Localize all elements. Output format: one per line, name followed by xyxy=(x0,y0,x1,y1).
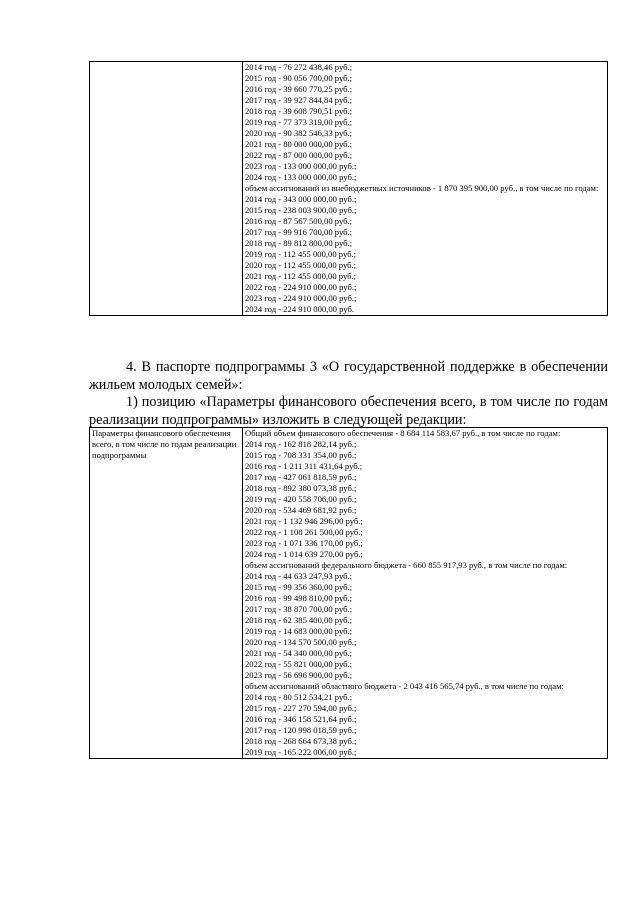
amount-line: 2016 год - 1 211 311 431,64 руб.; xyxy=(245,461,363,471)
amount-line: 2022 год - 55 821 000,00 руб.; xyxy=(245,659,353,669)
amount-line: 2019 год - 112 455 000,00 руб.; xyxy=(245,249,357,259)
amount-line: 2018 год - 892 380 073,38 руб.; xyxy=(245,483,357,493)
amount-line: 2014 год - 80 512 534,21 руб.; xyxy=(245,692,353,702)
amount-line: 2021 год - 1 132 946 296,00 руб.; xyxy=(245,516,363,526)
amount-line: 2021 год - 112 455 000,00 руб.; xyxy=(245,271,357,281)
amount-line: 2016 год - 346 158 521,64 руб.; xyxy=(245,714,357,724)
amount-line: 2018 год - 268 664 673,38 руб.; xyxy=(245,736,357,746)
amount-line: 2017 год - 39 927 844,84 руб.; xyxy=(245,95,353,105)
amount-line: 2015 год - 238 003 900,00 руб.; xyxy=(245,205,357,215)
amount-line: 2018 год - 89 812 800,00 руб.; xyxy=(245,238,353,248)
amount-line: 2023 год - 1 071 336 170,00 руб.; xyxy=(245,538,363,548)
amount-line: 2019 год - 77 373 319,00 руб.; xyxy=(245,117,353,127)
amount-line: 2015 год - 99 356 360,00 руб.; xyxy=(245,582,353,592)
parameter-label-cell xyxy=(90,62,243,316)
amount-line: 2021 год - 80 000 000,00 руб.; xyxy=(245,139,353,149)
amount-line: 2023 год - 56 696 900,00 руб.; xyxy=(245,670,353,680)
amount-line: 2018 год - 39 608 790,51 руб.; xyxy=(245,106,353,116)
amount-line: 2023 год - 133 000 000,00 руб.; xyxy=(245,161,357,171)
amount-line: 2018 год - 62 385 400,00 руб.; xyxy=(245,615,353,625)
amounts-cell xyxy=(243,428,608,759)
table-row xyxy=(90,62,608,316)
amount-line: 2014 год - 343 000 000,00 руб.; xyxy=(245,194,357,204)
amount-line: 2017 год - 120 998 018,59 руб.; xyxy=(245,725,357,735)
amount-line: 2015 год - 90 056 700,00 руб.; xyxy=(245,73,353,83)
amount-line: 2014 год - 76 272 438,46 руб.; xyxy=(245,62,353,72)
amount-line: 2020 год - 134 570 500,00 руб.; xyxy=(245,637,357,647)
amount-line: 2015 год - 708 331 354,00 руб.; xyxy=(245,450,357,460)
amount-line: 2022 год - 1 108 261 500,00 руб.; xyxy=(245,527,363,537)
amount-line: 2020 год - 112 455 000,00 руб.; xyxy=(245,260,357,270)
paragraph-item-4: 4. В паспорте подпрограммы 3 «О государственной поддержке в обеспечении жильем молодых семей»: xyxy=(89,359,608,393)
amount-line: 2016 год - 39 660 770,25 руб.; xyxy=(245,84,353,94)
amount-line: 2023 год - 224 910 000,00 руб.; xyxy=(245,293,357,303)
amount-line: 2017 год - 99 916 700,00 руб.; xyxy=(245,227,353,237)
financing-table-continued xyxy=(89,61,608,316)
amount-line: 2016 год - 87 567 500,00 руб.; xyxy=(245,216,353,226)
amount-line: 2024 год - 133 000 000,00 руб.; xyxy=(245,172,357,182)
amounts-cell xyxy=(243,62,608,316)
amount-line: объем ассигнований федерального бюджета - 660 855 917,93 руб., в том числе по годам: xyxy=(245,560,568,570)
amount-line: 2024 год - 1 014 639 270,00 руб.; xyxy=(245,549,363,559)
amount-line: 2020 год - 534 469 681,92 руб.; xyxy=(245,505,357,515)
amount-line: 2022 год - 224 910 000,00 руб.; xyxy=(245,282,357,292)
amount-line: 2019 год - 165 222 006,00 руб.; xyxy=(245,747,357,757)
amount-line: объем ассигнований областного бюджета - 2 043 416 565,74 руб., в том числе по годам: xyxy=(245,681,564,691)
amount-line: 2019 год - 14 683 000,00 руб.; xyxy=(245,626,353,636)
amount-line: 2022 год - 87 000 000,00 руб.; xyxy=(245,150,353,160)
amount-line: 2021 год - 54 340 000,00 руб.; xyxy=(245,648,353,658)
amount-line: 2024 год - 224 910 000,00 руб. xyxy=(245,304,354,314)
amount-line: 2014 год - 162 818 282,14 руб.; xyxy=(245,439,357,449)
amount-line: Общий объем финансового обеспечения - 8 684 114 583,67 руб., в том числе по годам: xyxy=(245,428,561,438)
amount-line: 2016 год - 99 498 810,00 руб.; xyxy=(245,593,353,603)
table-row xyxy=(90,428,608,759)
amount-line: 2015 год - 227 270 594,00 руб.; xyxy=(245,703,357,713)
amount-line: 2019 год - 420 558 706,00 руб.; xyxy=(245,494,357,504)
financing-table-subprogram-3 xyxy=(89,427,608,759)
amount-line: 2017 год - 38 870 700,00 руб.; xyxy=(245,604,353,614)
amount-line: 2020 год - 90 382 546,33 руб.; xyxy=(245,128,353,138)
amount-line: 2014 год - 44 633 247,93 руб.; xyxy=(245,571,353,581)
paragraph-item-4-1: 1) позицию «Параметры финансового обеспечения всего, в том числе по годам реализации подпрограммы» изложить в следующей редакции: xyxy=(89,394,608,428)
amount-line: 2017 год - 427 061 818,59 руб.; xyxy=(245,472,357,482)
amount-line: объем ассигнований из внебюджетных источников - 1 870 395 900,00 руб., в том числе по годам: xyxy=(245,183,599,193)
parameter-label-cell: Параметры финансового обеспечения всего, в том числе по годам реализации подпрограммы xyxy=(90,428,243,759)
